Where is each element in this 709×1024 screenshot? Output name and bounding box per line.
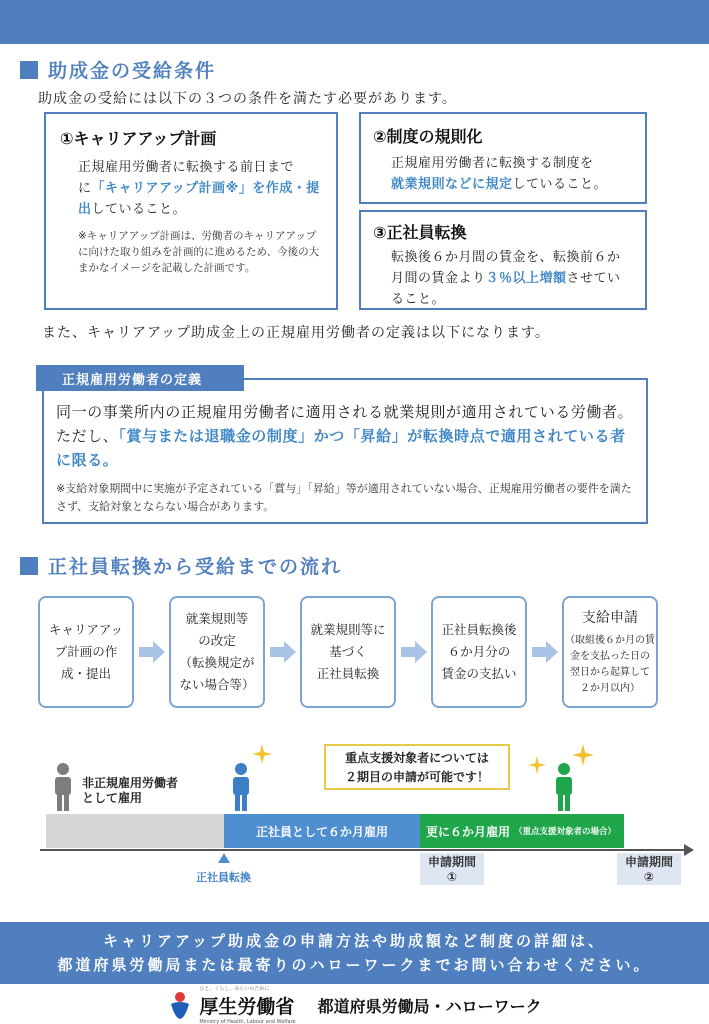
application-period-2: 申請期間 ② [617, 853, 681, 885]
bar-additional-6months: 更に６か月雇用 （重点支援対象者の場合） [420, 814, 624, 848]
flow-step-3: 就業規則等に 基づく 正社員転換 [300, 596, 396, 708]
condition-3-highlight: ３％以上増額 [485, 271, 567, 286]
application-period-1: 申請期間 ① [420, 853, 484, 885]
condition-3-title: ③正社員転換 [373, 223, 467, 242]
priority-callout: 重点支援対象者については ２期目の申請が可能です！ [324, 744, 510, 790]
footer [0, 986, 709, 1024]
arrow-right-icon [532, 641, 558, 663]
intro-text: 助成金の受給には以下の３つの条件を満たす必要があります。 [38, 91, 457, 107]
inquiry-banner: キャリアアップ助成金の申請方法や助成額など制度の詳細は、 都道府県労働局または最寄りのハローワークまでお問い合わせください。 [0, 922, 709, 984]
condition-1-note: ※キャリアアップ計画は、労働者のキャリアアップに向けた取り組みを計画的に進めるため、今後の大まかなイメージを記載した計画です。 [78, 230, 320, 274]
arrow-right-icon [270, 641, 296, 663]
condition-3-body: 転換後６か月間の賃金を、転換前６か月間の賃金より３％以上増額させていること。 [391, 250, 621, 307]
condition-2-box [359, 112, 647, 204]
flow-step-5: 支給申請 （取組後６か月の賃 金を支払った日の 翌日から起算して ２か月以内） [562, 596, 658, 708]
ministry-name: 厚生労働省 [199, 996, 295, 1018]
sparkle-icon [572, 744, 594, 766]
arrow-right-icon [401, 641, 427, 663]
definition-tab: 正規雇用労働者の定義 [36, 365, 244, 391]
definition-note: ※支給対象期間中に実施が予定されている「賞与」「昇給」等が適用されていない場合、正規雇用労働者の要件を満たさず、支給対象とならない場合があります。 [56, 482, 632, 513]
bar-regular-6months: 正社員として６か月雇用 [224, 814, 420, 848]
condition-1-body: 正規雇用労働者に転換する前日まで に「キャリアアップ計画※」を作成・提出していること。 [78, 160, 320, 217]
ministry-logo: ひと、くらし、みらいのために 厚生労働省 Ministry of Health, Labour and Welfare [167, 985, 295, 1024]
bar-nonregular [46, 814, 224, 848]
ministry-logo-icon [167, 990, 193, 1020]
condition-3-box [359, 210, 647, 310]
condition-1-title: ①キャリアアップ計画 [60, 129, 217, 148]
sparkle-icon [252, 744, 272, 764]
person-blue-icon [230, 762, 252, 812]
sparkle-icon [528, 756, 546, 774]
offices-text: 都道府県労働局・ハローワーク [317, 996, 542, 1016]
definition-box [42, 378, 648, 524]
section-square-icon [20, 557, 38, 575]
timeline-arrowhead-icon [684, 844, 694, 856]
section-square-icon [20, 61, 38, 79]
conversion-label: 正社員転換 [196, 871, 251, 884]
person-green-icon [553, 762, 575, 812]
nonregular-label: 非正規雇用労働者 として雇用 [82, 776, 179, 805]
definition-main: 同一の事業所内の正規雇用労働者に適用される就業規則が適用されている労働者。ただし、「賞与または退職金の制度」かつ「昇給」が転換時点で適用されている者に限る。 [56, 403, 634, 469]
definition-highlight: 「賞与または退職金の制度」かつ「昇給」が転換時点で適用されている者に限る。 [56, 427, 626, 469]
flow-step-1: キャリアアッ プ計画の作 成・提出 [38, 596, 134, 708]
condition-1-box [44, 112, 338, 310]
timeline-axis [40, 849, 688, 851]
arrow-right-icon [139, 641, 165, 663]
definition-intro-text: また、キャリアアップ助成金上の正規雇用労働者の定義は以下になります。 [42, 325, 550, 341]
condition-2-body: 正規雇用労働者に転換する制度を 就業規則などに規定していること。 [391, 156, 608, 192]
section-title-flow: 正社員転換から受給までの流れ [20, 552, 342, 579]
condition-1-highlight: 「キャリアアップ計画※」を作成・提出 [78, 181, 320, 217]
condition-2-title: ②制度の規則化 [373, 127, 483, 146]
person-gray-icon [52, 762, 74, 812]
section-title-conditions: 助成金の受給条件 [20, 56, 216, 83]
flow-step-2: 就業規則等 の改定 （転換規定が ない場合等） [169, 596, 265, 708]
flow-step-4: 正社員転換後 ６か月分の 賃金の支払い [431, 596, 527, 708]
triangle-up-icon [218, 853, 230, 863]
condition-2-highlight: 就業規則などに規定 [391, 177, 513, 192]
top-banner [0, 0, 709, 44]
